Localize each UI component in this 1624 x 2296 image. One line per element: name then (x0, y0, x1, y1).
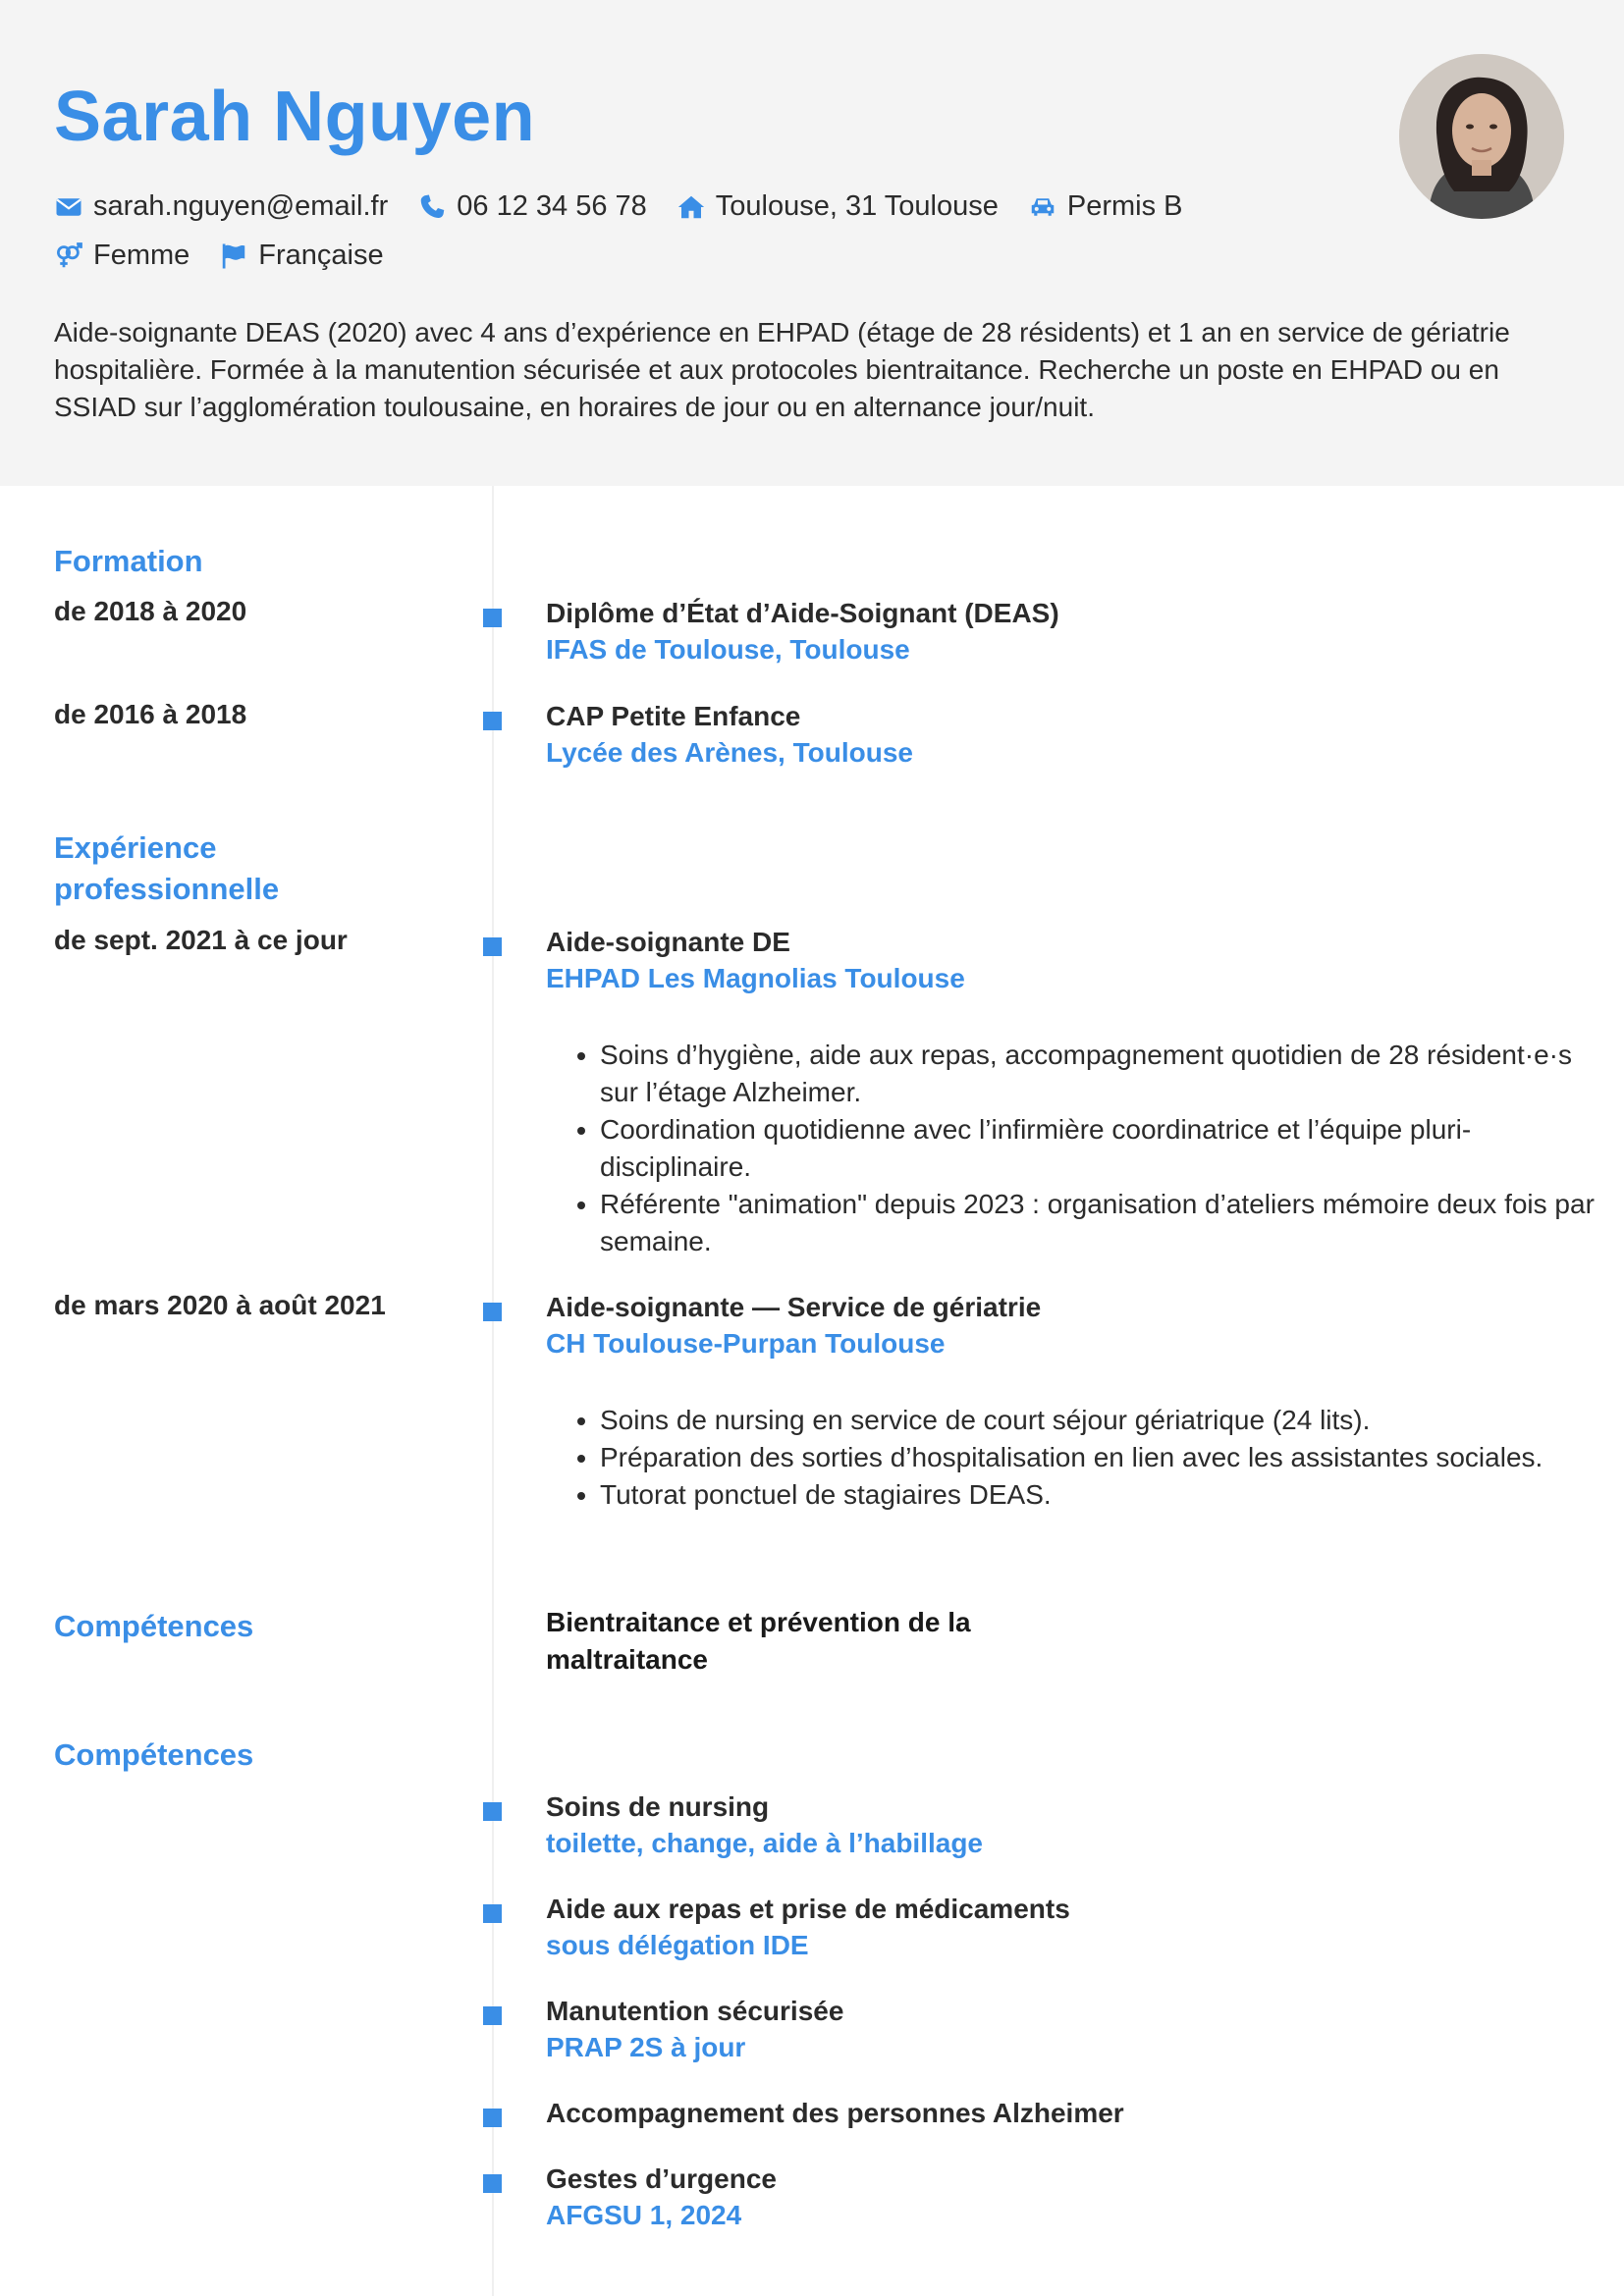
formation-date-1: de 2018 à 2020 (54, 596, 247, 626)
section-title-competences-2: Compétences (54, 1737, 254, 1772)
timeline-marker (483, 2109, 502, 2127)
timeline-marker (483, 712, 502, 730)
contact-phone[interactable] (417, 190, 647, 223)
list-item: • Soins d’hygiène, aide aux repas, accompagnement quotidien de 28 résident·e·s sur l’étage Alzheimer. (600, 1037, 1611, 1111)
email-text: sarah.nguyen@email.fr (93, 190, 389, 222)
experience-date-1: de sept. 2021 à ce jour (54, 925, 348, 955)
timeline-marker (483, 1303, 502, 1321)
skill-detail-5: AFGSU 1, 2024 (546, 2200, 742, 2230)
experience-bullets-1 (546, 1037, 1611, 1260)
contact-nationality (219, 240, 383, 272)
skill-bientraitance: Bientraitance et prévention de la maltraitance (546, 1607, 971, 1675)
list-item: • Référente "animation" depuis 2023 : organisation d’ateliers mémoire deux fois par semaine. (600, 1186, 1611, 1260)
flag-icon (219, 241, 248, 271)
contact-row-2 (54, 240, 413, 272)
timeline-marker (483, 2174, 502, 2193)
profile-summary: Aide-soignante DEAS (2020) avec 4 ans d’expérience en EHPAD (étage de 28 résidents) et 1 an en service de gériatrie hospitalière. Formée à la manutention sécurisée et aux protocoles bientraitance. Recherche un poste en EHPAD ou en SSIAD sur l’agglomération toulousaine, en horaires de jour ou en alternance jour/nuit. (54, 317, 1510, 422)
section-title-competences-1: Compétences (54, 1609, 254, 1643)
header-section (0, 0, 1624, 486)
profile-photo-icon (1399, 54, 1564, 219)
section-title-experience: Expérience professionnelle (54, 830, 280, 906)
formation-place-1: IFAS de Toulouse, Toulouse (546, 634, 910, 665)
list-item: • Soins de nursing en service de court séjour gériatrique (24 lits). (600, 1402, 1611, 1439)
skill-title-4: Accompagnement des personnes Alzheimer (546, 2098, 1124, 2128)
timeline-marker (483, 609, 502, 627)
phone-text: 06 12 34 56 78 (457, 190, 647, 222)
skill-title-5: Gestes d’urgence (546, 2163, 777, 2194)
nationality-text: Française (258, 240, 384, 271)
contact-license (1028, 190, 1183, 223)
skill-detail-2: sous délégation IDE (546, 1930, 809, 1960)
timeline-marker (483, 1802, 502, 1821)
list-item: • Coordination quotidienne avec l’infirmière coordinatrice et l’équipe pluri-disciplinaire. (600, 1111, 1611, 1186)
candidate-name: Sarah Nguyen (54, 78, 536, 156)
gender-icon (54, 241, 83, 271)
car-icon (1028, 192, 1057, 222)
skill-detail-1: toilette, change, aide à l’habillage (546, 1828, 984, 1858)
experience-place-1: EHPAD Les Magnolias Toulouse (546, 963, 965, 993)
timeline-marker (483, 2006, 502, 2025)
list-item: • Préparation des sorties d’hospitalisation en lien avec les assistantes sociales. (600, 1439, 1611, 1476)
phone-icon (417, 192, 447, 222)
contact-row-1 (54, 190, 1213, 223)
contact-address (677, 190, 999, 223)
section-title-formation: Formation (54, 544, 203, 578)
list-item: • Tutorat ponctuel de stagiaires DEAS. (600, 1476, 1611, 1514)
skill-title-2: Aide aux repas et prise de médicaments (546, 1894, 1070, 1924)
formation-place-2: Lycée des Arènes, Toulouse (546, 737, 913, 768)
timeline-marker (483, 1904, 502, 1923)
address-text: Toulouse, 31 Toulouse (715, 190, 999, 222)
experience-date-2: de mars 2020 à août 2021 (54, 1290, 386, 1320)
contact-email[interactable] (54, 190, 388, 223)
skill-title-1: Soins de nursing (546, 1791, 770, 1822)
skill-title-3: Manutention sécurisée (546, 1996, 844, 2026)
timeline-marker (483, 937, 502, 956)
home-icon (677, 192, 706, 222)
envelope-icon (54, 192, 83, 222)
skill-detail-3: PRAP 2S à jour (546, 2032, 746, 2062)
formation-title-2: CAP Petite Enfance (546, 701, 801, 731)
gender-text: Femme (93, 240, 190, 271)
formation-title-1: Diplôme d’État d’Aide-Soignant (DEAS) (546, 598, 1059, 628)
experience-title-2: Aide-soignante — Service de gériatrie (546, 1292, 1042, 1322)
contact-gender (54, 240, 189, 272)
experience-bullets-2 (546, 1402, 1611, 1514)
license-text: Permis B (1066, 190, 1183, 222)
formation-date-2: de 2016 à 2018 (54, 699, 247, 729)
experience-place-2: CH Toulouse-Purpan Toulouse (546, 1328, 946, 1359)
experience-title-1: Aide-soignante DE (546, 927, 790, 957)
avatar (1399, 54, 1564, 219)
